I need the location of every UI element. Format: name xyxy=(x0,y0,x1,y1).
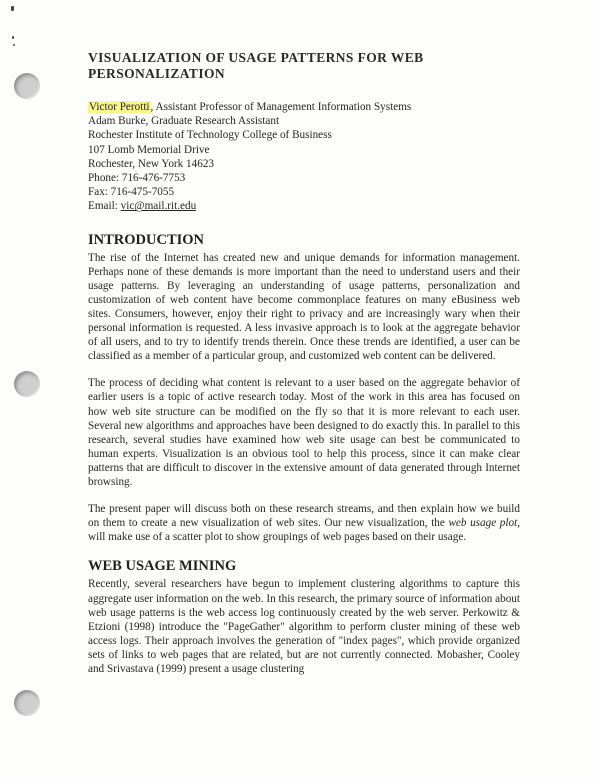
street-address: 107 Lomb Memorial Drive xyxy=(88,143,210,156)
fax-number: Fax: 716-475-7055 xyxy=(88,186,175,199)
email-link[interactable]: vic@mail.rit.edu xyxy=(120,200,197,213)
document-page xyxy=(88,50,520,689)
intro-paragraph-1: The rise of the Internet has created new and unique demands for information management. Perhaps none of these demands is more important than the need to understand users and their usage patterns. By leveraging an understanding of usage patterns, personalization and customization of web content have become commonplace features on many eBusiness web sites. Consumers, however, enjoy their right to privacy and are increasingly wary when their personal information is requested. A less invasive approach is to look at the aggregate behavior of all users, and to try to identify trends therein. Once these trends are identified, a user can be classified as a member of a particular group, and customized web content can be delivered. xyxy=(88,251,520,363)
scan-speck xyxy=(12,36,14,39)
intro-p3-start: The present paper will discuss both on these research streams, and then explain how we build on them to create a new visualization of web sites. Our new visualization, the xyxy=(88,503,520,530)
author-title: , Assistant Professor of Management Information Systems xyxy=(150,101,412,113)
highlighted-author-name: Victor Perotti xyxy=(89,101,150,113)
intro-paragraph-3 xyxy=(88,502,520,544)
city-address: Rochester, New York 14623 xyxy=(88,157,215,170)
intro-p3-italic-term: web usage plot xyxy=(448,517,518,530)
scan-speck xyxy=(13,44,15,46)
scan-speck xyxy=(11,6,14,11)
punch-hole-top xyxy=(14,73,40,99)
paper-title: VISUALIZATION OF USAGE PATTERNS FOR WEB PERSONALIZATION xyxy=(88,50,424,81)
affiliation: Rochester Institute of Technology College of Business xyxy=(88,129,332,142)
punch-hole-middle xyxy=(14,371,40,397)
phone-number: Phone: 716-476-7753 xyxy=(88,172,186,185)
intro-paragraph-2: The process of deciding what content is relevant to a user based on the aggregate behavior of earlier users is a topic of active research today. Most of the work in this area has focused on how web site structure can be modified on the fly so that it is more relevant to each user. Several new algorithms and approaches have been designed to do exactly this. In parallel to this research, several studies have examined how web site usage can best be communicated to human experts. Visualization is an obvious tool to help this process, since it can make clear patterns that are difficult to discover in the extensive amount of data generated through Internet browsing. xyxy=(88,377,520,489)
heading-introduction: INTRODUCTION xyxy=(88,231,205,248)
heading-web-usage-mining: WEB USAGE MINING xyxy=(88,558,237,575)
author-line-primary xyxy=(88,100,520,114)
punch-hole-bottom xyxy=(14,690,40,716)
email-label: Email: xyxy=(88,200,121,213)
email-line xyxy=(88,199,520,213)
author-block xyxy=(88,100,520,214)
intro-p3-end: , will make use of a scatter plot to show groupings of web pages based on their usage. xyxy=(88,517,520,544)
author-line-secondary: Adam Burke, Graduate Research Assistant xyxy=(88,115,280,128)
mining-paragraph-1: Recently, several researchers have begun to implement clustering algorithms to capture this aggregate user information on the web. In this research, the primary source of information about web usage patterns is the web access log continuously created by the web server. Perkowitz & Etzioni (1998) introduce the "PageGather" algorithm to perform cluster mining of these web access logs. Their approach involves the generation of "index pages", which provide organized sets of links to web pages that are related, but are not currently connected. Mobasher, Cooley and Srivastava (1999) present a usage clustering xyxy=(88,578,520,675)
